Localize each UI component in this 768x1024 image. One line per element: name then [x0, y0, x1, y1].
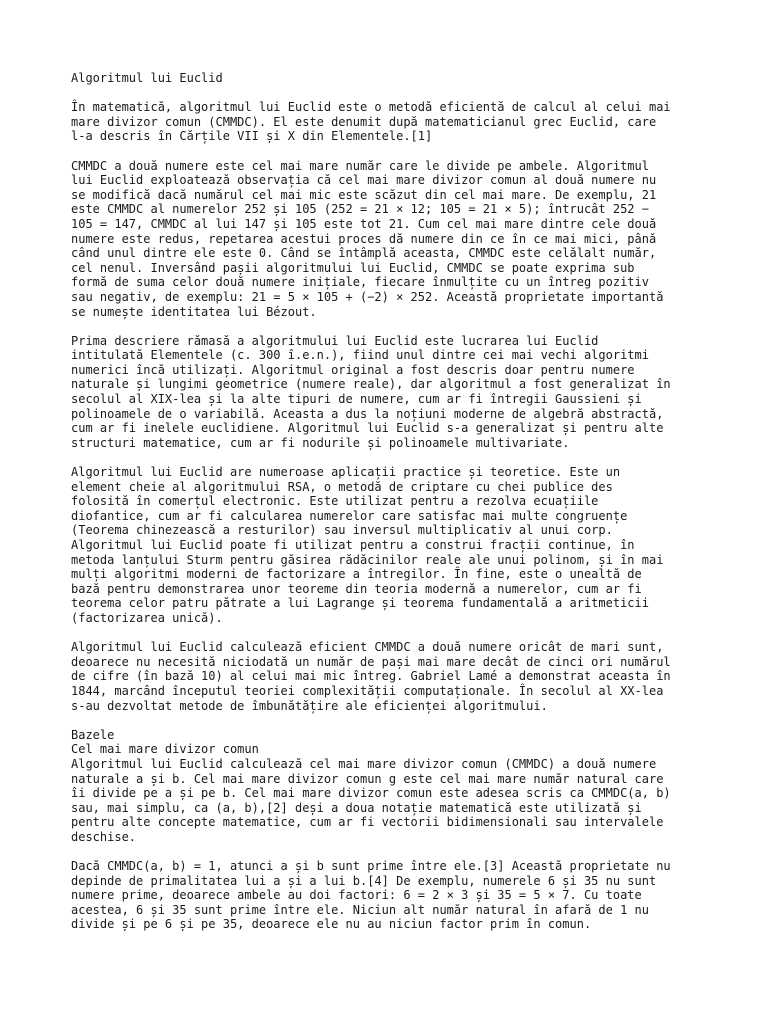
paragraph-history: Prima descriere rămasă a algoritmului lui Euclid este lucrarea lui Euclid intitulată Elementele (c. 300 î.e.n.), fiind unul dintre cei mai vechi algoritmi numerici încă utilizați. Algoritmul original a fost descris doar pentru numere naturale și lungimi geometrice (numere reale), dar algoritmul a fost generalizat în secolul al XIX-lea și la alte tipuri de numere, cum ar fi întregii Gaussieni și polinoamele de o variabilă. Aceasta a dus la noțiuni moderne de algebră abstractă, cum ar fi inelele euclidiene. Algoritmul lui Euclid s-a generalizat și pentru alte structuri matematice, cum ar fi nodurile și polinoamele multivariate.	[71, 333, 671, 450]
paragraph-bazele: Bazele Cel mai mare divizor comun Algoritmul lui Euclid calculează cel mai mare divizor comun (CMMDC) a două numere naturale a și b. Cel mai mare divizor comun g este cel mai mare număr natural care îi divide pe a și pe b. Cel mai mare divizor comun este adesea scris ca CMMDC(a, b) sau, mai simplu, ca (a, b),[2] deși a doua notație matematică este utilizată și pentru alte concepte matematice, cum ar fi vectorii bidimensionali sau intervalele deschise.	[71, 727, 671, 844]
paragraph-efficiency: Algoritmul lui Euclid calculează eficient CMMDC a două numere oricât de mari sunt, deoarece nu necesită niciodată un număr de pași mai mare decât de cinci ori numărul de cifre (în bază 10) al celui mai mic întreg. Gabriel Lamé a demonstrat aceasta în 1844, marcând începutul teoriei complexității computaționale. În secolul al XX-lea s-au dezvoltat metode de îmbunătățire ale eficienței algoritmului.	[71, 640, 671, 713]
paragraph-coprime: Dacă CMMDC(a, b) = 1, atunci a și b sunt prime între ele.[3] Această proprietate nu depinde de primalitatea lui a și a lui b.[4] De exemplu, numerele 6 și 35 nu sunt numere prime, deoarece ambele au doi factori: 6 = 2 × 3 și 35 = 5 × 7. Cu toate acestea, 6 și 35 sunt prime între ele. Niciun alt număr natural în afară de 1 nu divide și pe 6 și pe 35, deoarece ele nu au niciun factor prim în comun.	[71, 859, 671, 932]
paragraph-intro: În matematică, algoritmul lui Euclid este o metodă eficientă de calcul al celui mai mare divizor comun (CMMDC). El este denumit după matematicianul grec Euclid, care l-a descris în Cărțile VII și X din Elementele.[1]	[71, 100, 671, 144]
paragraph-cmmdc-definition: CMMDC a două numere este cel mai mare număr care le divide pe ambele. Algoritmul lui Euclid exploatează observația că cel mai mare divizor comun al două numere nu se modifică dacă numărul cel mai mic este scăzut din cel mai mare. De exemplu, 21 este CMMDC al numerelor 252 și 105 (252 = 21 × 12; 105 = 21 × 5); întrucât 252 − 105 = 147, CMMDC al lui 147 și 105 este tot 21. Cum cel mai mare dintre cele două numere este redus, repetarea acestui proces dă numere din ce în ce mai mici, până când unul dintre ele este 0. Când se întâmplă aceasta, CMMDC este celălalt număr, cel nenul. Inversând pașii algoritmului lui Euclid, CMMDC se poate exprima sub formă de suma celor două numere inițiale, fiecare înmulțite cu un întreg pozitiv sau negativ, de exemplu: 21 = 5 × 105 + (−2) × 252. Această proprietate importantă se numește identitatea lui Bézout.	[71, 158, 664, 319]
paragraph-applications: Algoritmul lui Euclid are numeroase aplicații practice și teoretice. Este un element cheie al algoritmului RSA, o metodă de criptare cu chei publice des folosită în comerțul electronic. Este utilizat pentru a rezolva ecuațiile diofantice, cum ar fi calcularea numerelor care satisfac mai multe congruențe (Teorema chinezească a resturilor) sau inversul multiplicativ al unui corp. Algoritmul lui Euclid poate fi utilizat pentru a construi fracții continue, în metoda lanțului Sturm pentru găsirea rădăcinilor reale ale unui polinom, și în mai mulți algoritmi moderni de factorizare a întregilor. În fine, este o unealtă de bază pentru demonstrarea unor teoreme din teoria modernă a numerelor, cum ar fi teorema celor patru pătrate a lui Lagrange și teorema fundamentală a aritmeticii (factorizarea unică).	[71, 465, 664, 625]
document-title: Algoritmul lui Euclid	[71, 71, 223, 85]
document-page	[71, 71, 711, 932]
